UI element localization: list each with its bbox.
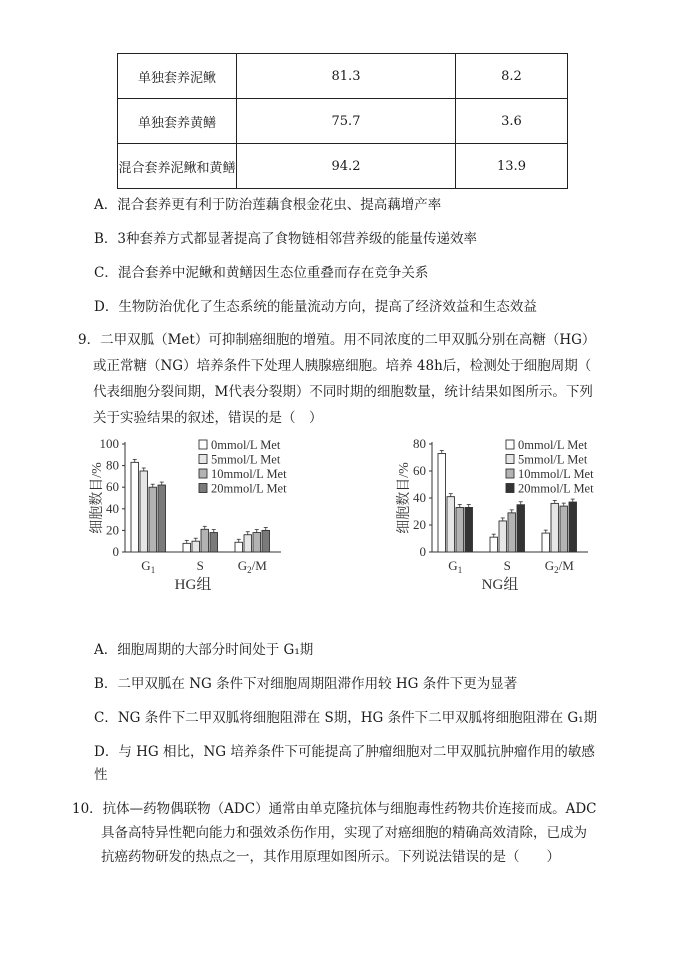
bar [158,485,166,552]
x-tick-label: S [503,558,511,573]
bar [499,521,507,552]
y-tick-label: 0 [112,544,119,559]
q8-option-c: C．混合套养中泥鳅和黄鳝因生态位重叠而存在竞争关系 [94,265,429,281]
legend-swatch [506,455,514,464]
y-axis-label: 细胞数目/% [90,462,105,534]
y-tick-label: 0 [419,544,426,559]
y-tick-label: 40 [413,490,426,505]
bar [192,541,200,552]
bar [447,497,455,552]
table-cell: 94.2 [237,144,456,189]
bar [551,503,559,552]
q9-option-d-cont: 性 [94,767,108,783]
hg-bar-chart [85,432,315,617]
q9-option-d: D．与 HG 相比，NG 培养条件下可能提高了肿瘤细胞对二甲双胍抗肿瘤作用的敏感 [94,744,595,760]
q9-stem-line: 关于实验结果的叙述，错误的是（ ） [93,410,323,426]
bar [131,462,139,552]
bar [201,529,209,552]
q9-option-c: C．NG 条件下二甲双胍将细胞阻滞在 S期，HG 条件下二甲双胍将细胞阻滞在 G₁期 [94,710,598,726]
bar [149,487,157,552]
legend-label: 0mmol/L Met [211,438,281,452]
table-cell: 8.2 [456,54,568,99]
table-row [118,54,568,99]
bar [253,533,261,552]
legend-label: 20mmol/L Met [518,481,594,496]
y-tick-label: 100 [99,436,119,451]
q10-stem-line: 10．抗体—药物偶联物（ADC）通常由单克隆抗体与细胞毒性药物共价连接而成。ADC [72,801,597,817]
bar [456,507,464,552]
y-tick-label: 80 [106,457,119,473]
legend-label: 20mmol/L Met [211,481,287,496]
x-tick-label: $G_1$ [141,558,156,575]
bar [465,507,473,552]
bar [140,471,148,552]
bar [490,537,498,552]
table-cell: 75.7 [237,99,456,144]
x-tick-label: $G_1$ [448,558,463,575]
q9-option-a: A．细胞周期的大部分时间处于 G₁期 [94,642,314,658]
legend-label: 5mmol/L Met [518,452,588,467]
q8-option-b: B．3种套养方式都显著提高了食物链相邻营养级的能量传递效率 [94,231,478,247]
x-tick-label: $G_2/M$ [237,558,267,575]
legend-swatch [199,484,207,493]
table-cell: 混合套养泥鳅和黄鳝 [118,144,237,189]
table-cell: 3.6 [456,99,568,144]
legend-label: 10mmol/L Met [518,467,594,481]
y-tick-label: 80 [413,436,426,451]
table-cell: 81.3 [237,54,456,99]
legend-label: 10mmol/L Met [211,467,287,481]
chart-title: NG组 [481,577,519,593]
legend-swatch [506,440,514,449]
table-cell: 13.9 [456,144,568,189]
bar [517,505,525,552]
y-tick-label: 60 [413,463,426,478]
bar [244,535,252,552]
q9-stem-line: 9．二甲双胍（Met）可抑制癌细胞的增殖。用不同浓度的二甲双胍分别在高糖（HG） [78,332,596,348]
table-cell: 单独套养黄鳝 [118,99,237,144]
table-row [118,144,568,189]
table-row [118,99,568,144]
y-tick-label: 60 [106,479,119,495]
bar [569,502,577,552]
bar [542,533,550,552]
y-axis-label: 细胞数目/% [397,462,412,534]
q8-option-d: D．生物防治优化了生态系统的能量流动方向，提高了经济效益和生态效益 [94,299,537,315]
y-tick-label: 40 [106,500,119,516]
ng-bar-chart [392,432,622,617]
table-cell: 单独套养泥鳅 [118,54,237,99]
bar [560,506,568,552]
legend-swatch [506,469,514,478]
x-tick-label: S [196,558,204,573]
chart-title: HG组 [174,577,212,593]
q9-stem-line: 代表细胞分裂间期，M代表分裂期）不同时期的细胞数量，统计结果如图所示。下列 [93,384,593,400]
q10-stem-line: 具备高特异性靶向能力和强效杀伤作用，实现了对癌细胞的精确高效清除，已成为 [101,825,587,841]
y-tick-label: 20 [106,522,119,538]
legend-label: 5mmol/L Met [211,452,281,467]
bar [262,530,270,552]
bar [508,513,516,552]
legend-label: 0mmol/L Met [518,438,588,452]
data-table [117,53,568,189]
legend-swatch [199,469,207,478]
legend-swatch [506,484,514,493]
y-tick-label: 20 [413,517,426,532]
bar [183,543,191,552]
bar [210,533,218,552]
q9-option-b: B．二甲双胍在 NG 条件下对细胞周期阻滞作用较 HG 条件下更为显著 [94,676,518,692]
bar [438,453,446,552]
legend-swatch [199,455,207,464]
q8-option-a: A．混合套养更有利于防治莲藕食根金花虫、提高藕增产率 [94,197,442,213]
q9-stem-line: 或正常糖（NG）培养条件下处理人胰腺癌细胞。培养 48h后，检测处于细胞周期（ [93,358,592,374]
q10-stem-line: 抗癌药物研发的热点之一，其作用原理如图所示。下列说法错误的是（ ） [101,849,560,865]
bar [235,542,243,552]
legend-swatch [199,440,207,449]
x-tick-label: $G_2/M$ [544,558,574,575]
